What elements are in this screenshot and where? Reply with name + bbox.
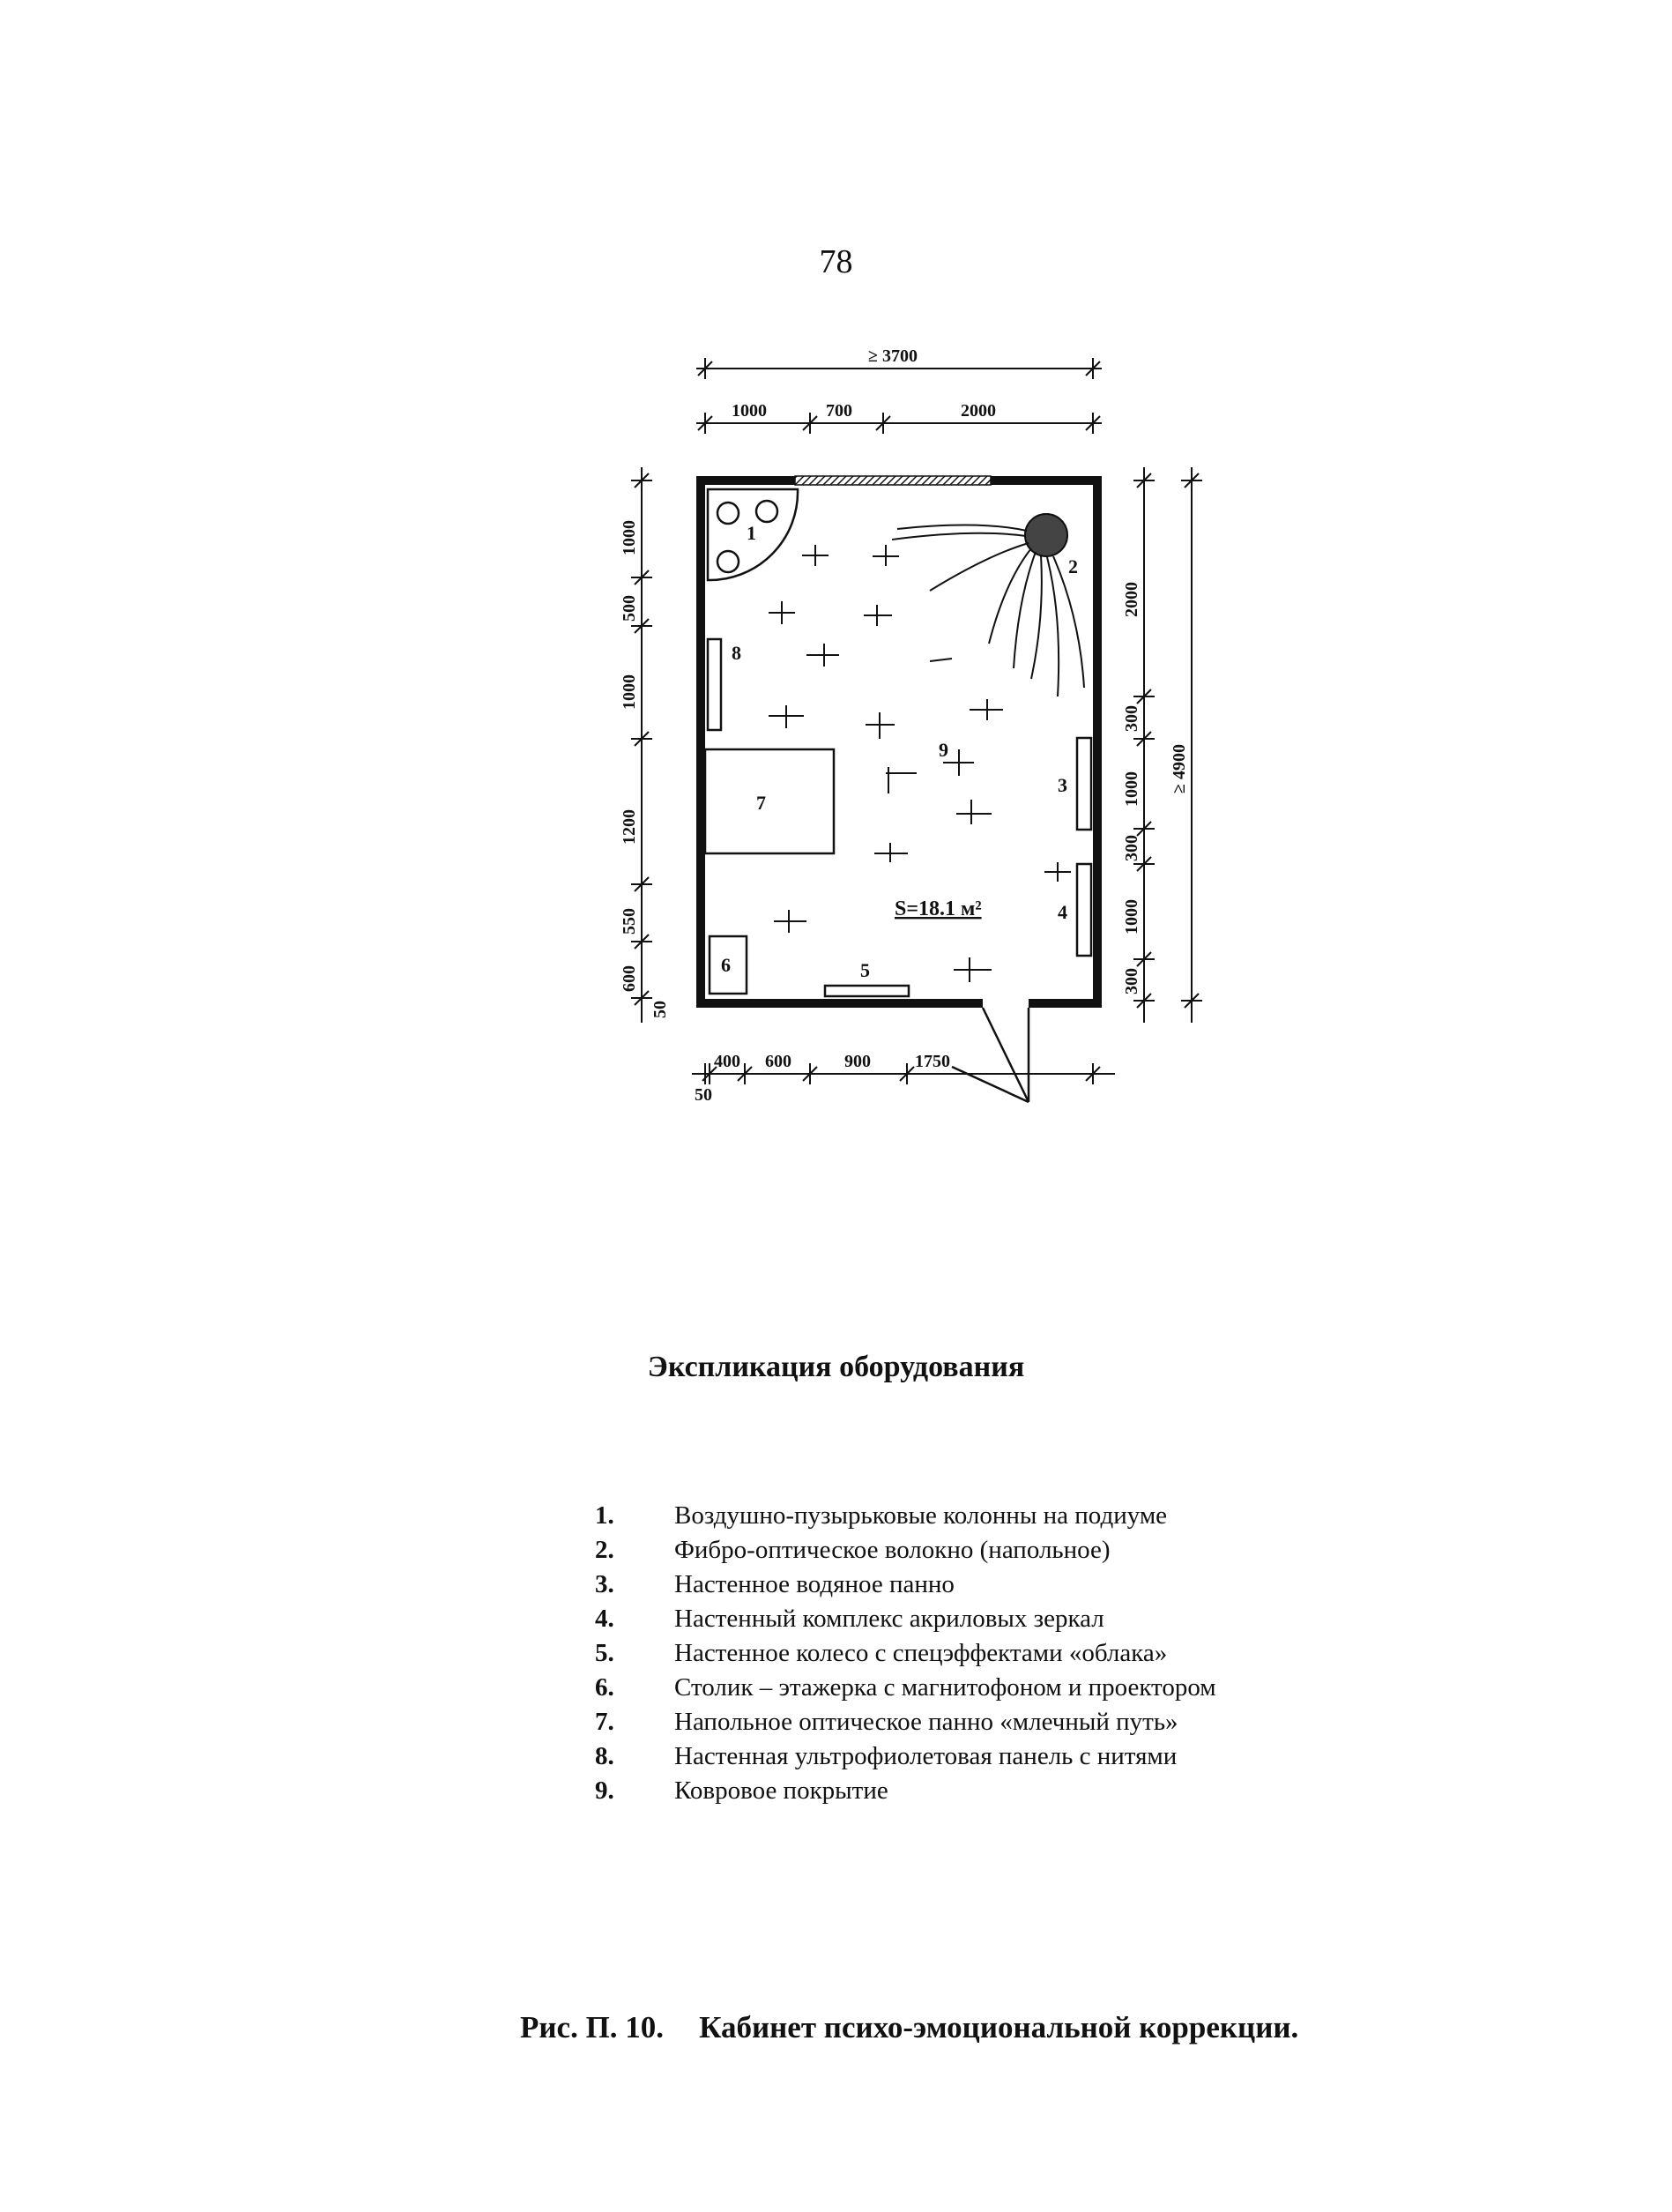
floor-plan [564, 335, 1234, 1128]
item-fiber-optic [892, 514, 1084, 696]
dim-top-segment: 1000 [732, 401, 767, 421]
label-item-3: 3 [1058, 774, 1067, 796]
dim-left-segment: 600 [620, 965, 639, 992]
legend-item [595, 1568, 1216, 1602]
legend-item-number: 9. [595, 1776, 614, 1805]
dim-left-segment: 50 [650, 1001, 670, 1018]
label-item-8: 8 [732, 642, 741, 664]
dim-bottom-segment: 600 [765, 1052, 791, 1071]
legend-item-number: 6. [595, 1673, 614, 1702]
legend-item-text: Настенная ультрофиолетовая панель с нитями [674, 1742, 1178, 1770]
dim-right-segment: 300 [1122, 968, 1141, 994]
legend-item-text: Настенный комплекс акриловых зеркал [674, 1605, 1104, 1633]
label-item-4: 4 [1058, 901, 1067, 923]
dim-right-segment: 300 [1122, 835, 1141, 861]
page-number: 78 [819, 243, 853, 280]
legend-item-text: Напольное оптическое панно «млечный путь» [674, 1708, 1178, 1736]
legend-item-number: 8. [595, 1742, 614, 1770]
dim-bottom-offset: 50 [695, 1085, 712, 1105]
dim-bottom-segment: 400 [714, 1052, 740, 1071]
legend-item [595, 1499, 1216, 1533]
dim-right-segment: 300 [1122, 705, 1141, 732]
dim-left-segment: 500 [620, 595, 639, 622]
bottom-dimension-chain [692, 1063, 1115, 1084]
legend-item-text: Воздушно-пузырьковые колонны на подиуме [674, 1501, 1168, 1530]
item-uv-panel [708, 639, 721, 730]
right-dimension-chains [1133, 467, 1202, 1023]
dim-top-segment: 700 [826, 401, 852, 421]
dim-top-overall: ≥ 3700 [868, 346, 918, 366]
legend-item-number: 1. [595, 1501, 614, 1530]
legend-item-text: Ковровое покрытие [674, 1776, 888, 1805]
figure-caption [520, 2010, 1298, 2045]
dim-right-segment: 2000 [1122, 582, 1141, 617]
figure-caption-label: Рис. П. 10. [520, 2010, 665, 2044]
dim-left-segment: 1200 [620, 809, 639, 845]
legend-item-number: 5. [595, 1639, 614, 1667]
legend-item-text: Настенное колесо с спецэффектами «облака» [674, 1639, 1168, 1667]
label-item-6: 6 [721, 954, 731, 976]
label-item-5: 5 [860, 959, 870, 981]
dim-left-segment: 1000 [620, 674, 639, 710]
legend-item [595, 1705, 1216, 1739]
dim-left-segment: 550 [620, 908, 639, 935]
dim-bottom-segment: 900 [844, 1052, 871, 1071]
figure-caption-title: Кабинет психо-эмоциональной коррекции. [699, 2010, 1299, 2044]
item-cloud-wheel [825, 986, 909, 996]
legend-item [595, 1636, 1216, 1671]
dim-right-segment: 1000 [1122, 899, 1141, 935]
legend-title: Экспликация оборудования [647, 1351, 1025, 1383]
item-water-panel [1077, 738, 1091, 830]
top-dimension-chain [696, 358, 1102, 434]
legend-item-number: 3. [595, 1570, 614, 1598]
legend-item [595, 1739, 1216, 1774]
item-optic-floor-panel [705, 749, 834, 853]
dim-left-segment: 1000 [620, 520, 639, 555]
legend-item-number: 4. [595, 1605, 614, 1633]
legend-item-text: Столик – этажерка с магнитофоном и проектором [674, 1673, 1216, 1702]
label-item-2: 2 [1068, 555, 1078, 577]
legend-item [595, 1602, 1216, 1636]
label-item-9: 9 [939, 739, 948, 761]
dim-right-overall: ≥ 4900 [1170, 744, 1189, 793]
door [952, 1008, 1029, 1102]
item-mirror-complex [1077, 864, 1091, 956]
dim-right-segment: 1000 [1122, 771, 1141, 807]
legend-item [595, 1774, 1216, 1808]
label-item-1: 1 [747, 522, 756, 544]
legend-item-text: Настенное водяное панно [674, 1570, 955, 1598]
dim-top-segment: 2000 [961, 401, 996, 421]
legend-item-text: Фибро-оптическое волокно (напольное) [674, 1536, 1111, 1564]
legend-item [595, 1671, 1216, 1705]
dim-bottom-segment: 1750 [915, 1052, 950, 1071]
legend-list [595, 1499, 1216, 1808]
label-item-7: 7 [756, 792, 766, 814]
area-label: S=18.1 м² [895, 897, 982, 920]
legend-item-number: 2. [595, 1536, 614, 1564]
legend-item-number: 7. [595, 1708, 614, 1736]
legend-item [595, 1533, 1216, 1568]
